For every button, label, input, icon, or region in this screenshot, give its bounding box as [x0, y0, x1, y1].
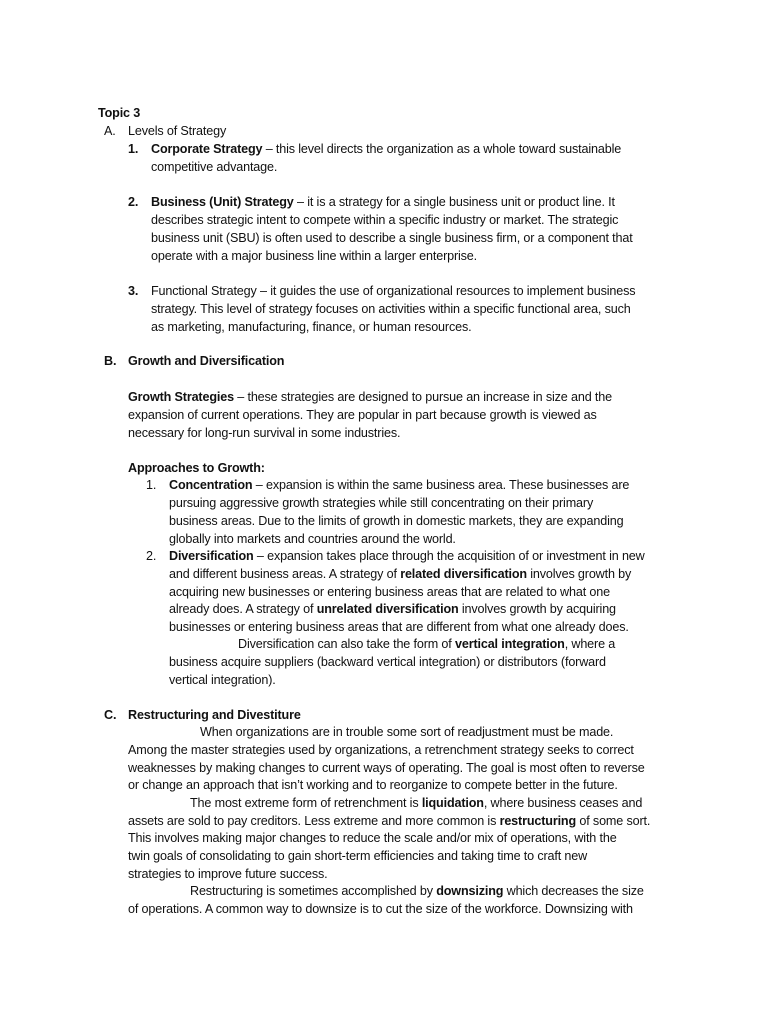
text-run: involves growth by acquiring — [458, 602, 616, 616]
term-related-diversification: related diversification — [400, 567, 527, 581]
list-number: 1. — [146, 478, 157, 492]
section-c-title: Restructuring and Divestiture — [128, 708, 301, 722]
list-item-diversification — [169, 547, 645, 565]
text-line: – expansion is within the same business area. These businesses are — [252, 478, 630, 492]
text-line: globally into markets and countries around the world. — [169, 532, 456, 546]
text-line: expansion of current operations. They are popular in part because growth is viewed as — [128, 408, 597, 422]
list-item-functional-strategy — [151, 282, 635, 300]
text-line — [169, 565, 631, 583]
term-vertical-integration: vertical integration — [455, 637, 565, 651]
text-line: – it is a strategy for a single business unit or product line. It — [293, 195, 615, 209]
text-line: as marketing, manufacturing, finance, or human resources. — [151, 320, 472, 334]
text-run: Diversification can also take the form of — [238, 637, 455, 651]
text-run: of some sort. — [576, 814, 651, 828]
text-line: This involves making major changes to reduce the scale and/or mix of operations, with the — [128, 831, 617, 845]
term-business-unit-strategy: Business (Unit) Strategy — [151, 195, 294, 209]
section-a-marker: A. — [104, 124, 116, 138]
text-run: involves growth by — [526, 567, 632, 581]
section-a-title: Levels of Strategy — [128, 124, 227, 138]
term-unrelated-diversification: unrelated diversification — [316, 602, 459, 616]
text-line — [190, 794, 642, 812]
growth-strategies-paragraph — [128, 388, 612, 406]
text-line: business unit (SBU) is often used to describe a single business firm, or a component that — [151, 231, 633, 245]
text-line — [169, 600, 616, 618]
text-line: weaknesses by making changes to current ways of operating. The goal is most often to reverse — [128, 761, 645, 775]
text-line — [190, 882, 644, 900]
text-line: describes strategic intent to compete within a specific industry or market. The strategic — [151, 213, 619, 227]
term-functional-strategy: Functional Strategy — [151, 284, 257, 298]
topic-heading: Topic 3 — [98, 106, 141, 120]
term-corporate-strategy: Corporate Strategy — [151, 142, 263, 156]
term-liquidation: liquidation — [421, 796, 484, 810]
list-item-corporate-strategy — [151, 140, 621, 158]
text-line: or change an approach that isn’t working and to reorganize to compete better in the future. — [128, 778, 618, 792]
text-run: Restructuring is sometimes accomplished by — [190, 884, 437, 898]
section-c-marker: C. — [104, 708, 117, 722]
text-line: pursuing aggressive growth strategies while still concentrating on their primary — [169, 496, 594, 510]
text-line: competitive advantage. — [151, 160, 278, 174]
text-run: and different business areas. A strategy of — [169, 567, 401, 581]
text-line: – these strategies are designed to pursue an increase in size and the — [233, 390, 612, 404]
text-line: businesses or entering business areas that are different from what one already does. — [169, 620, 629, 634]
list-number: 2. — [128, 195, 139, 209]
text-line: necessary for long-run survival in some industries. — [128, 426, 401, 440]
text-run: already does. A strategy of — [169, 602, 317, 616]
text-line: strategies to improve future success. — [128, 867, 328, 881]
list-number: 3. — [128, 284, 139, 298]
text-line: – it guides the use of organizational resources to implement business — [256, 284, 636, 298]
list-item-business-strategy — [151, 193, 615, 211]
text-run: The most extreme form of retrenchment is — [190, 796, 422, 810]
text-line: – expansion takes place through the acquisition of or investment in new — [253, 549, 645, 563]
text-line: business acquire suppliers (backward vertical integration) or distributors (forward — [169, 655, 606, 669]
term-diversification: Diversification — [169, 549, 254, 563]
text-line: When organizations are in trouble some sort of readjustment must be made. — [200, 725, 614, 739]
list-number: 1. — [128, 142, 139, 156]
text-run: which decreases the size — [503, 884, 644, 898]
text-run: , where a — [564, 637, 616, 651]
text-line: acquiring new businesses or entering business areas that are related to what one — [169, 585, 610, 599]
term-growth-strategies: Growth Strategies — [128, 390, 234, 404]
text-line — [238, 635, 615, 653]
text-line: strategy. This level of strategy focuses on activities within a specific functional area, such — [151, 302, 631, 316]
list-item-concentration — [169, 476, 629, 494]
text-run: , where business ceases and — [483, 796, 643, 810]
text-line: of operations. A common way to downsize is to cut the size of the workforce. Downsizing with — [128, 902, 633, 916]
approaches-heading: Approaches to Growth: — [128, 461, 265, 475]
text-line: Among the master strategies used by organizations, a retrenchment strategy seeks to correct — [128, 743, 634, 757]
section-b-title: Growth and Diversification — [128, 354, 285, 368]
text-run: assets are sold to pay creditors. Less extreme and more common is — [128, 814, 500, 828]
text-line: business areas. Due to the limits of growth in domestic markets, they are expanding — [169, 514, 624, 528]
term-downsizing: downsizing — [436, 884, 504, 898]
list-number: 2. — [146, 549, 157, 563]
text-line: operate with a major business line within a larger enterprise. — [151, 249, 478, 263]
text-line: twin goals of consolidating to gain short-term efficiencies and taking time to craft new — [128, 849, 588, 863]
term-concentration: Concentration — [169, 478, 253, 492]
text-line: – this level directs the organization as a whole toward sustainable — [262, 142, 622, 156]
text-line — [128, 812, 650, 830]
text-line: vertical integration). — [169, 673, 276, 687]
term-restructuring: restructuring — [499, 814, 577, 828]
section-b-marker: B. — [104, 354, 117, 368]
